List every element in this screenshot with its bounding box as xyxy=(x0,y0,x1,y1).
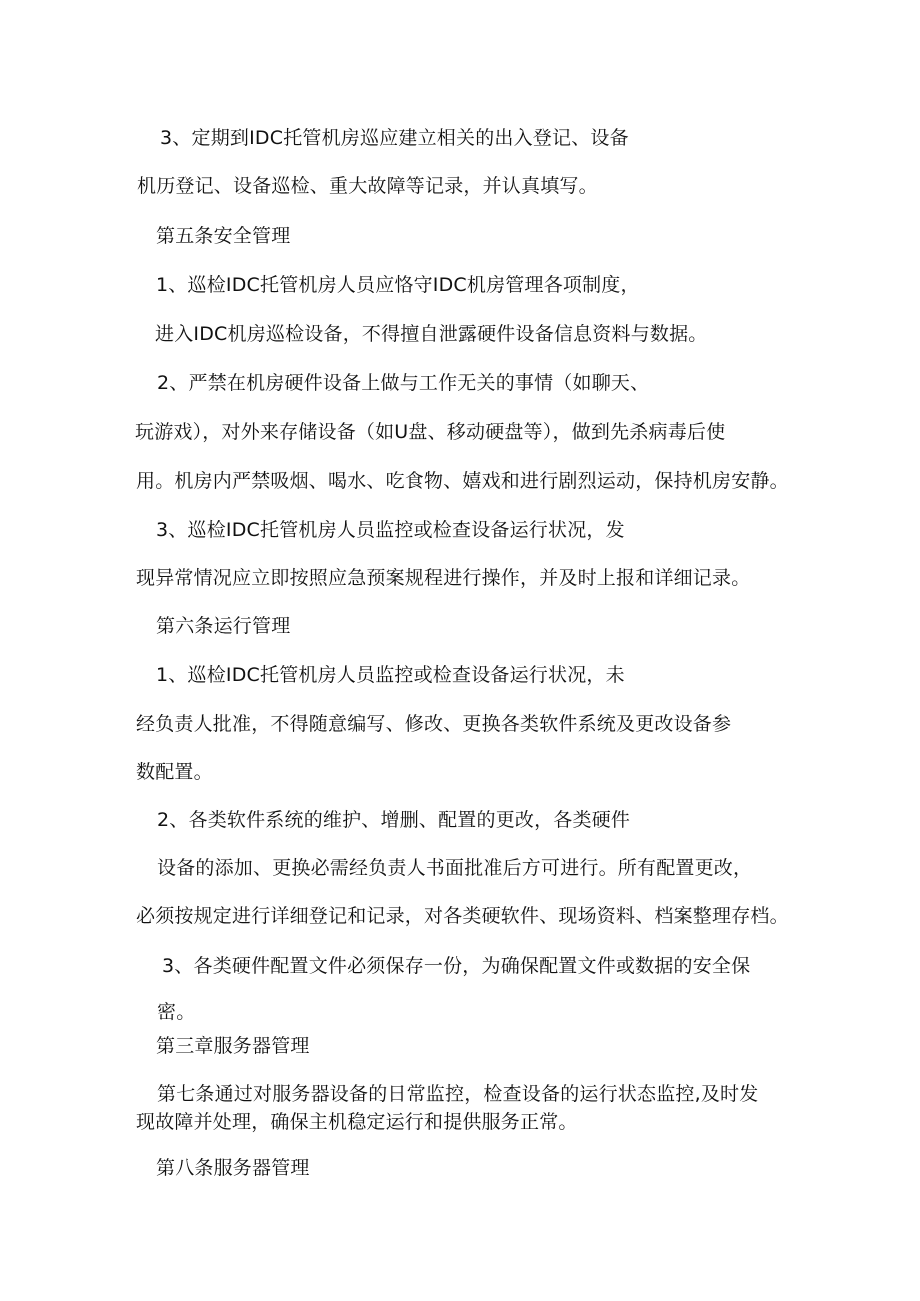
section-heading: 第八条服务器管理 xyxy=(156,1157,310,1179)
text-line: 2、各类软件系统的维护、增删、配置的更改，各类硬件 xyxy=(157,809,631,831)
text-line: 3、各类硬件配置文件必须保存一份，为确保配置文件或数据的安全保 xyxy=(162,955,751,977)
text-line: 1、巡检IDC托管机房人员应恪守IDC机房管理各项制度， xyxy=(156,274,640,296)
text-line: 经负责人批准，不得随意编写、修改、更换各类软件系统及更改设备参 xyxy=(136,713,732,735)
text-line: 设备的添加、更换必需经负责人书面批准后方可进行。所有配置更改， xyxy=(157,857,753,879)
section-heading: 第五条安全管理 xyxy=(156,225,291,247)
section-heading: 第六条运行管理 xyxy=(156,615,291,637)
chapter-heading: 第三章服务器管理 xyxy=(156,1035,310,1057)
text-line: 数配置。 xyxy=(136,761,213,783)
text-line: 2、严禁在机房硬件设备上做与工作无关的事情（如聊天、 xyxy=(157,372,650,394)
text-line: 现故障并处理，确保主机稳定运行和提供服务正常。 xyxy=(136,1111,578,1133)
text-line: 3、定期到IDC托管机房巡应建立相关的出入登记、设备 xyxy=(160,127,629,149)
text-line: 3、巡检IDC托管机房人员监控或检查设备运行状况，发 xyxy=(156,519,625,541)
text-line: 进入IDC机房巡检设备，不得擅自泄露硬件设备信息资料与数据。 xyxy=(155,323,708,345)
text-line: 必须按规定进行详细登记和记录，对各类硬软件、现场资料、档案整理存档。 xyxy=(136,905,789,927)
text-line: 机历登记、设备巡检、重大故障等记录，并认真填写。 xyxy=(137,175,598,197)
text-line: 用。机房内严禁吸烟、喝水、吃食物、嬉戏和进行剧烈运动，保持机房安静。 xyxy=(136,470,789,492)
text-line: 现异常情况应立即按照应急预案规程进行操作，并及时上报和详细记录。 xyxy=(136,567,751,589)
text-line: 1、巡检IDC托管机房人员监控或检查设备运行状况，未 xyxy=(156,664,625,686)
text-line: 玩游戏），对外来存储设备（如U盘、移动硬盘等），做到先杀病毒后使 xyxy=(135,421,726,443)
text-line: 密。 xyxy=(157,1001,196,1023)
text-line: 第七条通过对服务器设备的日常监控，检查设备的运行状态监控,及时发 xyxy=(157,1083,759,1105)
